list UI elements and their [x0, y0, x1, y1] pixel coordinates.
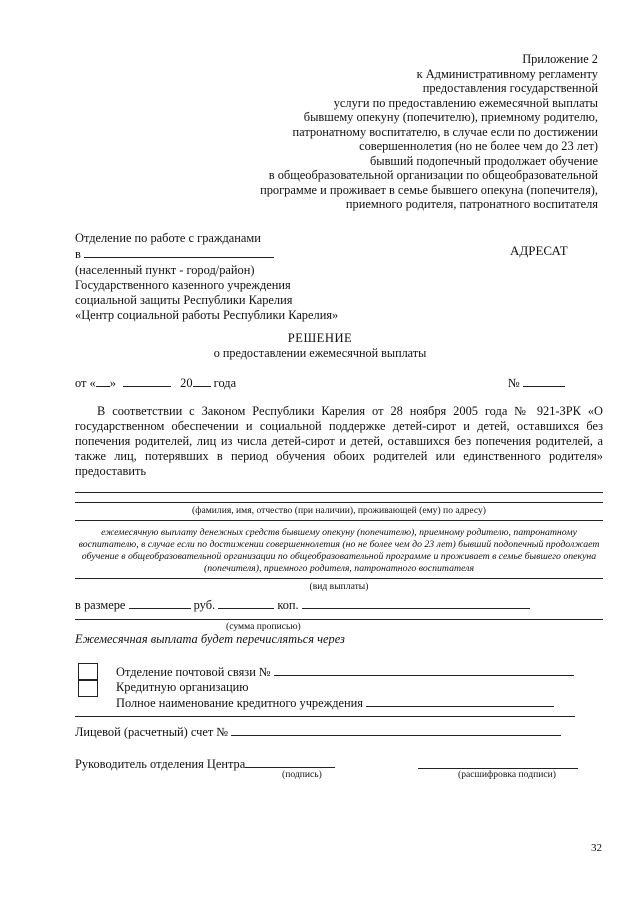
appendix-header [178, 52, 598, 212]
credit-name-field[interactable] [366, 695, 554, 707]
amount-caption: (сумма прописью) [226, 621, 301, 632]
date-close: » [109, 376, 116, 390]
header-line: программе и проживает в семье бывшего опекуна (попечителя), [260, 182, 598, 197]
amount-prefix: в размере [75, 598, 126, 612]
decision-body: В соответствии с Законом Республики Карелия от 28 ноября 2005 года № 921-ЗРК «О государственном обеспечении и социальной поддержке детей-сирот и детей, оставшихся без попечения родителей, лиц из числа детей-сирот и детей, оставшихся без попечения родителей, а также лиц, потерявших в период обучения обоих родителей или единственного родителя» предоставить [75, 404, 603, 478]
amount-kop-field[interactable] [218, 597, 274, 609]
fio-line-3[interactable] [75, 520, 603, 521]
department-location [75, 246, 338, 262]
header-line: в общеобразовательной организации по общеобразовательной [268, 168, 598, 182]
header-line: предоставления государственной [422, 81, 598, 95]
signature-head-label: Руководитель отделения Центра [75, 757, 246, 771]
account-field[interactable] [231, 724, 561, 736]
page-number: 32 [591, 842, 602, 854]
header-line: патронатному воспитателю, в случае если по достижении [292, 124, 598, 139]
header-line: к Административному регламенту [416, 66, 598, 81]
amount-rub-field[interactable] [129, 597, 191, 609]
signature-caption: (подпись) [282, 769, 322, 780]
transfer-text: Ежемесячная выплата будет перечисляться через [75, 632, 345, 646]
department-line: «Центр социальной работы Республики Карелия» [75, 308, 339, 323]
post-office-row [116, 664, 574, 680]
header-line: совершеннолетия (но не более чем до 23 лет) [359, 139, 598, 153]
amount-words-field[interactable] [302, 597, 530, 609]
number-sign: № [508, 376, 520, 390]
month-field[interactable] [123, 375, 171, 387]
department-line: Государственного казенного учреждения [75, 277, 291, 292]
fio-line-2[interactable] [75, 502, 603, 503]
date-row [75, 375, 236, 391]
addressee: АДРЕСАТ [510, 243, 568, 258]
decode-caption: (расшифровка подписи) [458, 769, 556, 780]
header-line: услуги по предоставлению ежемесячной выплаты [333, 95, 598, 110]
post-office-number-field[interactable] [274, 664, 574, 676]
payment-kind-text: ежемесячную выплату денежных средств бывшему опекуну (попечителю), приемному родителю, патронатному воспитателю, в случае если по достижении совершеннолетия (но не более чем до 23 лет) бывший подопечный продолжает обучение в общеобразовательной организации по общеобразовательной программе и проживает в семье бывшего опекуна (попечителя), приемного родителя, патронатного воспитателя [78, 527, 600, 574]
amount-words-line[interactable] [75, 619, 603, 620]
account-label: Лицевой (расчетный) счет № [75, 725, 229, 739]
fio-caption: (фамилия, имя, отчество (при наличии), проживающей (ему) по адресу) [192, 505, 486, 516]
header-line: Приложение 2 [522, 52, 598, 66]
location-field[interactable] [84, 246, 274, 258]
date-from: от « [75, 376, 96, 390]
year-suffix: года [213, 376, 237, 390]
credit-name-row [116, 695, 554, 711]
credit-org-label: Кредитную организацию [116, 680, 249, 694]
department-line: (населенный пункт - город/район) [75, 262, 255, 277]
amount-row [75, 597, 530, 613]
fio-line-1[interactable] [75, 492, 603, 493]
amount-kop-label: коп. [277, 598, 299, 612]
department-line: социальной защиты Республики Карелия [75, 293, 293, 308]
payment-kind-line [75, 578, 603, 579]
department-line: Отделение по работе с гражданами [75, 231, 261, 245]
document-title: РЕШЕНИЕ [287, 331, 353, 345]
document-subtitle: о предоставлении ежемесячной выплаты [213, 346, 427, 360]
header-line: бывший подопечный продолжает обучение [369, 153, 598, 168]
department-block [75, 231, 338, 324]
decision-number-field[interactable] [523, 375, 565, 387]
credit-name-label: Полное наименование кредитного учреждения [116, 696, 363, 710]
department-prefix: в [75, 247, 81, 262]
year-field[interactable] [193, 375, 211, 387]
year-prefix: 20 [180, 376, 193, 390]
credit-name-line[interactable] [75, 716, 575, 717]
credit-org-checkbox[interactable] [78, 679, 98, 697]
day-field[interactable] [96, 375, 110, 387]
number-row [508, 375, 565, 391]
header-line: бывшему опекуну (попечителю), приемному родителю, [303, 110, 598, 124]
payment-kind-caption: (вид выплаты) [309, 581, 369, 592]
account-row [75, 724, 561, 740]
header-line: приемного родителя, патронатного воспитателя [345, 197, 598, 211]
post-office-label: Отделение почтовой связи № [116, 665, 271, 679]
signature-field[interactable] [245, 756, 335, 768]
amount-rub-label: руб. [193, 598, 216, 612]
